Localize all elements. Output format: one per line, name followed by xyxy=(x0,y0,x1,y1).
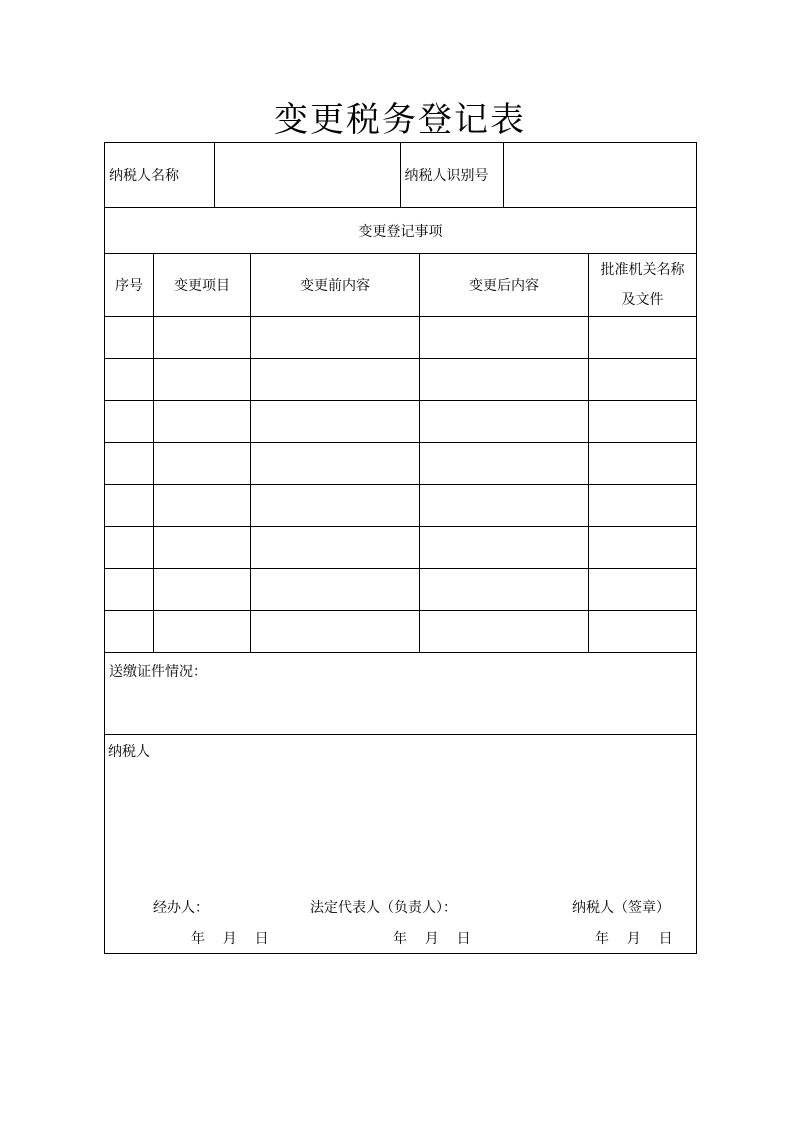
handler-date: 年 月 日 xyxy=(191,931,269,947)
cell-before[interactable] xyxy=(251,527,420,569)
cell-before[interactable] xyxy=(251,485,420,527)
cell-seq[interactable] xyxy=(105,317,154,359)
cell-seq[interactable] xyxy=(105,527,154,569)
cell-approver[interactable] xyxy=(589,527,697,569)
cell-after[interactable] xyxy=(420,569,589,611)
taxpayer-id-label: 纳税人识别号 xyxy=(400,143,503,207)
cell-approver[interactable] xyxy=(589,443,697,485)
cell-after[interactable] xyxy=(420,485,589,527)
cell-item[interactable] xyxy=(154,359,251,401)
column-header-approver xyxy=(589,254,697,317)
table-row xyxy=(105,485,697,527)
cell-seq[interactable] xyxy=(105,401,154,443)
cell-before[interactable] xyxy=(251,401,420,443)
taxpayer-name-field[interactable] xyxy=(214,143,400,207)
cell-seq[interactable] xyxy=(105,359,154,401)
taxpayer-seal-label: 纳税人（签章） xyxy=(572,900,670,916)
column-header-item: 变更项目 xyxy=(154,254,251,317)
cell-after[interactable] xyxy=(420,359,589,401)
cell-item[interactable] xyxy=(154,569,251,611)
table-row xyxy=(105,443,697,485)
legal-rep-label: 法定代表人（负责人）： xyxy=(310,900,457,916)
cell-after[interactable] xyxy=(420,611,589,653)
cell-item[interactable] xyxy=(154,401,251,443)
cell-approver[interactable] xyxy=(589,317,697,359)
taxpayer-id-field[interactable] xyxy=(503,143,697,207)
column-header-seq: 序号 xyxy=(105,254,154,317)
handler-label: 经办人： xyxy=(153,900,209,916)
signature-section xyxy=(105,735,697,954)
table-row xyxy=(105,401,697,443)
cell-approver[interactable] xyxy=(589,485,697,527)
cell-before[interactable] xyxy=(251,443,420,485)
column-header-approver-line2: 及文件 xyxy=(621,292,664,308)
cell-approver[interactable] xyxy=(589,569,697,611)
cell-item[interactable] xyxy=(154,611,251,653)
cell-before[interactable] xyxy=(251,611,420,653)
table-row xyxy=(105,317,697,359)
column-header-before: 变更前内容 xyxy=(251,254,420,317)
section-title: 变更登记事项 xyxy=(105,208,697,254)
certificates-section[interactable] xyxy=(105,653,697,735)
change-registration-table xyxy=(104,142,697,954)
taxpayer-date: 年 月 日 xyxy=(595,931,673,947)
table-row xyxy=(105,359,697,401)
legal-rep-date: 年 月 日 xyxy=(393,931,471,947)
cell-item[interactable] xyxy=(154,485,251,527)
taxpayer-section-label: 纳税人 xyxy=(108,744,150,760)
cell-after[interactable] xyxy=(420,401,589,443)
cell-seq[interactable] xyxy=(105,485,154,527)
cell-approver[interactable] xyxy=(589,359,697,401)
cell-after[interactable] xyxy=(420,527,589,569)
taxpayer-name-label: 纳税人名称 xyxy=(105,143,214,207)
cell-item[interactable] xyxy=(154,527,251,569)
cell-before[interactable] xyxy=(251,359,420,401)
cell-seq[interactable] xyxy=(105,443,154,485)
page-title: 变更税务登记表 xyxy=(274,100,526,140)
table-row xyxy=(105,611,697,653)
cell-approver[interactable] xyxy=(589,611,697,653)
cell-approver[interactable] xyxy=(589,401,697,443)
cell-after[interactable] xyxy=(420,317,589,359)
column-header-approver-line1: 批准机关名称 xyxy=(600,262,685,278)
cell-before[interactable] xyxy=(251,569,420,611)
column-header-row xyxy=(105,254,697,317)
certificates-label: 送缴证件情况： xyxy=(109,664,207,680)
cell-item[interactable] xyxy=(154,443,251,485)
cell-before[interactable] xyxy=(251,317,420,359)
column-header-after: 变更后内容 xyxy=(420,254,589,317)
table-row xyxy=(105,569,697,611)
cell-item[interactable] xyxy=(154,317,251,359)
cell-seq[interactable] xyxy=(105,611,154,653)
cell-after[interactable] xyxy=(420,443,589,485)
cell-seq[interactable] xyxy=(105,569,154,611)
table-row xyxy=(105,527,697,569)
